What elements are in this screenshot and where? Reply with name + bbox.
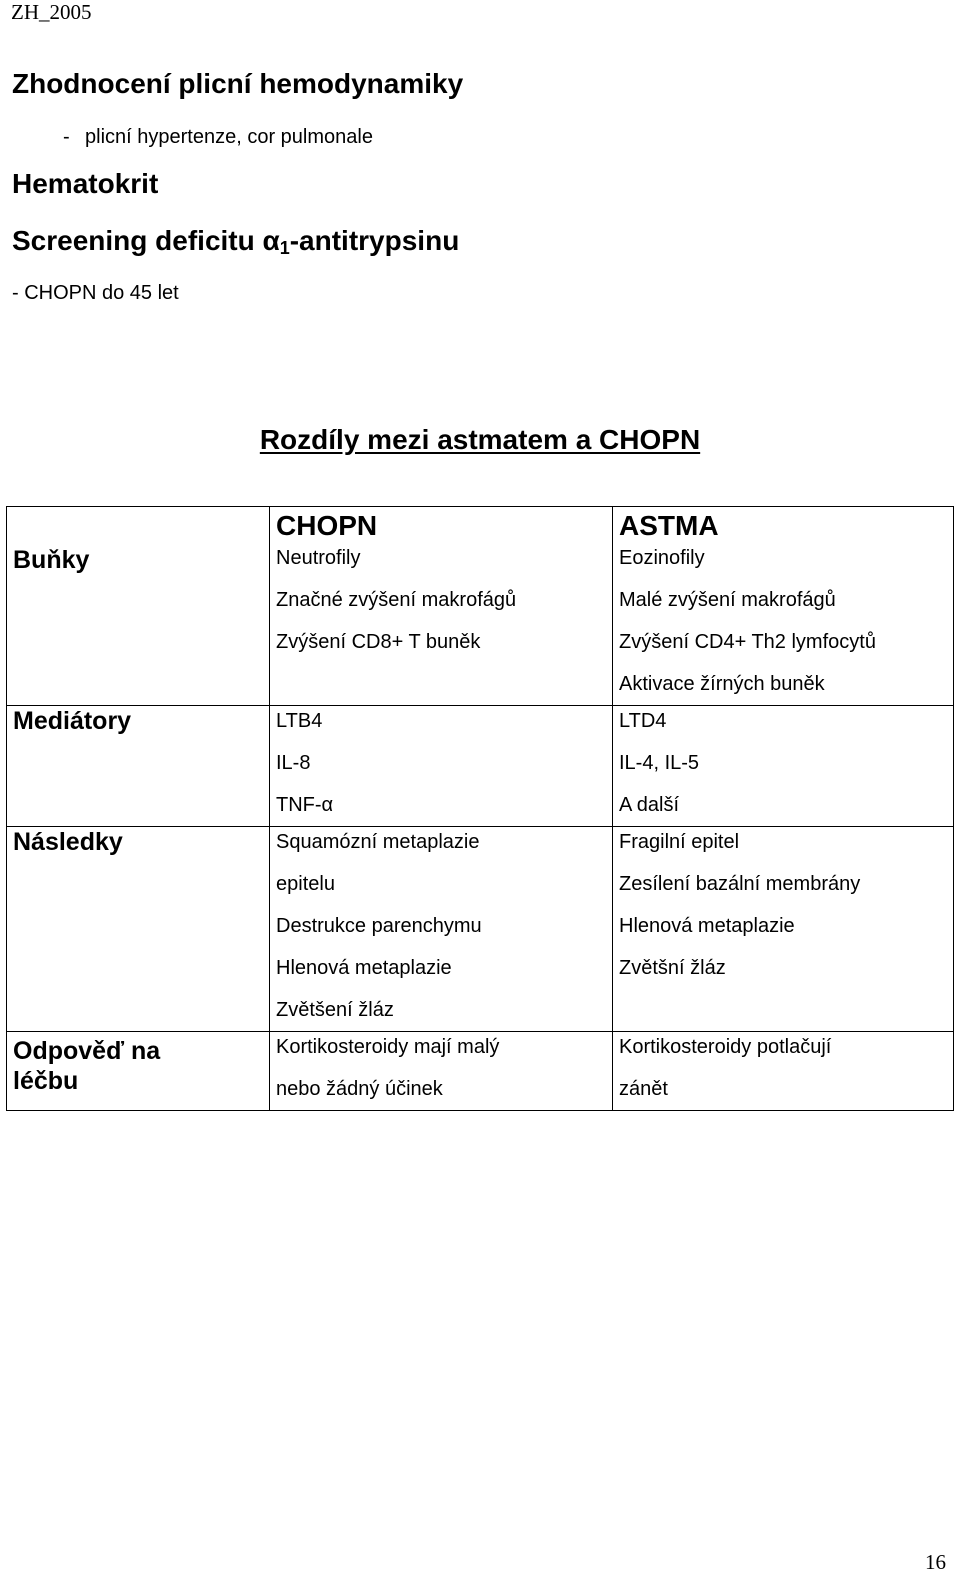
column-header-chopn: CHOPN xyxy=(276,510,378,541)
cell-text: IL-8 xyxy=(276,752,311,774)
cell-text: Zvětšení žláz xyxy=(276,999,394,1021)
heading-screening-text: Screening deficitu α xyxy=(12,225,280,256)
cell-text: Zvětšní žláz xyxy=(619,957,726,979)
row-label-consequences xyxy=(7,827,270,1032)
table-title: Rozdíly mezi astmatem a CHOPN xyxy=(259,424,701,455)
cell-text: IL-4, IL-5 xyxy=(619,752,700,774)
cells-astma xyxy=(613,827,954,1032)
cell-text: TNF-α xyxy=(276,794,334,816)
cells-chopn xyxy=(270,545,613,706)
bullet-text: plicní hypertenze, cor pulmonale xyxy=(85,126,373,148)
cell-text: epitelu xyxy=(276,873,335,895)
cells-chopn xyxy=(270,1032,613,1111)
column-header-astma: ASTMA xyxy=(619,510,719,541)
cell-text: LTB4 xyxy=(276,710,323,732)
screening-note: - CHOPN do 45 let xyxy=(12,282,179,304)
row-label: Mediátory xyxy=(13,707,132,735)
cell-text: Eozinofily xyxy=(619,547,705,569)
row-label: Následky xyxy=(13,828,123,856)
cell-text: Destrukce parenchymu xyxy=(276,915,482,937)
cell-text: Hlenová metaplazie xyxy=(276,957,452,979)
row-label-cells xyxy=(7,545,270,706)
heading-hemodynamics: Zhodnocení plicní hemodynamiky xyxy=(12,68,464,99)
row-label: Buňky xyxy=(13,546,90,574)
row-label-mediators xyxy=(7,706,270,827)
cell-text: Neutrofily xyxy=(276,547,361,569)
cell-text: A další xyxy=(619,794,680,816)
cell-text: Kortikosteroidy mají malý xyxy=(276,1036,500,1058)
cell-text: nebo žádný účinek xyxy=(276,1078,443,1100)
cell-text: Hlenová metaplazie xyxy=(619,915,795,937)
table-row xyxy=(7,827,954,1032)
document-code: ZH_2005 xyxy=(11,0,92,24)
comparison-table xyxy=(6,506,954,1111)
cells-chopn xyxy=(270,706,613,827)
cell-text: Squamózní metaplazie xyxy=(276,831,480,853)
header-empty-cell xyxy=(7,507,270,546)
row-label-line1: Odpověď na xyxy=(13,1037,161,1065)
table-row xyxy=(7,545,954,706)
cell-text: Fragilní epitel xyxy=(619,831,740,853)
table-row xyxy=(7,1032,954,1111)
cell-text: Aktivace žírných buněk xyxy=(619,673,825,695)
row-label-treatment-response xyxy=(7,1032,270,1111)
cell-text: Zesílení bazální membrány xyxy=(619,873,861,895)
cell-text: zánět xyxy=(619,1078,668,1100)
page-number: 16 xyxy=(925,1550,946,1574)
table-row xyxy=(7,706,954,827)
cell-text: Zvýšení CD8+ T buněk xyxy=(276,631,481,653)
cell-text: Malé zvýšení makrofágů xyxy=(619,589,836,611)
bullet-dash: - xyxy=(63,126,70,148)
cell-text: Kortikosteroidy potlačují xyxy=(619,1036,832,1058)
cell-text: Zvýšení CD4+ Th2 lymfocytů xyxy=(619,631,876,653)
row-label-line2: léčbu xyxy=(13,1067,79,1095)
cell-text: Značné zvýšení makrofágů xyxy=(276,589,517,611)
cells-astma xyxy=(613,545,954,706)
cells-astma xyxy=(613,1032,954,1111)
heading-screening-subscript: 1 xyxy=(279,238,290,258)
cell-text: LTD4 xyxy=(619,710,667,732)
cells-astma xyxy=(613,706,954,827)
heading-hematocrit: Hematokrit xyxy=(12,168,159,199)
heading-screening xyxy=(12,224,459,265)
heading-screening-suffix: -antitrypsinu xyxy=(289,225,460,256)
cells-chopn xyxy=(270,827,613,1032)
